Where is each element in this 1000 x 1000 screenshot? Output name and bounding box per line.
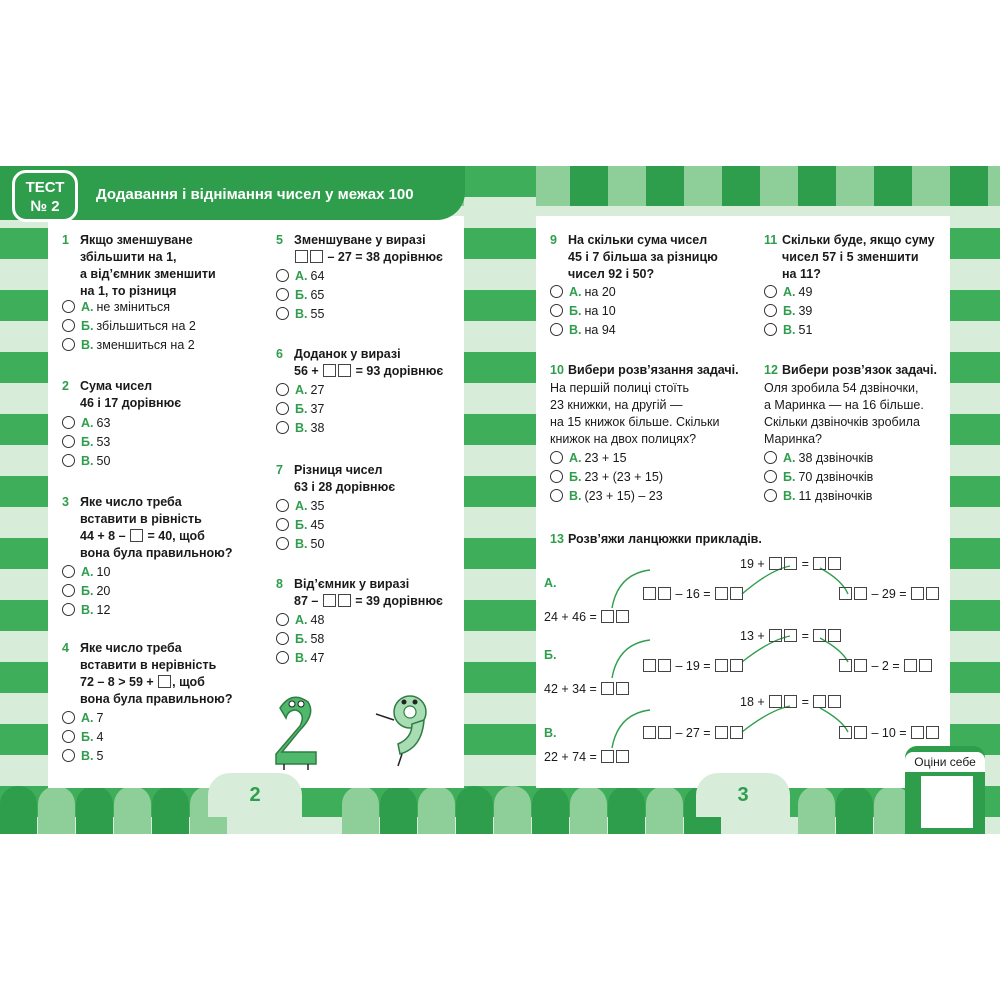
answer-box[interactable]: [839, 659, 852, 672]
option-text: не зміниться: [96, 300, 171, 314]
question-text: Різниця чисел 63 і 28 дорівнює: [294, 463, 396, 494]
option-text: 38 дзвіночків: [798, 451, 874, 465]
option-text: 23 + (23 + 15): [584, 470, 663, 484]
answer-box[interactable]: [616, 750, 629, 763]
option-letter: В.: [783, 323, 796, 337]
answer-box[interactable]: [643, 726, 656, 739]
option-text: 63: [96, 416, 111, 430]
chain-a-step1: [642, 587, 744, 601]
option-letter: Б.: [783, 304, 796, 318]
chain-expr: 19 +: [740, 557, 765, 571]
option-letter: Б.: [295, 288, 308, 302]
eq-part: = 93 дорівнює: [352, 364, 444, 378]
option-text: 11 дзвіночків: [798, 489, 873, 503]
eq-part: 56 +: [294, 364, 323, 378]
question-text: На скільки сума чисел 45 і 7 більша за різницю чисел 92 і 50?: [568, 233, 718, 281]
answer-box[interactable]: [813, 629, 826, 642]
chain-expr: – 2 =: [871, 659, 900, 673]
option-letter: Б.: [295, 632, 308, 646]
answer-box[interactable]: [839, 587, 852, 600]
chain-b-step2: 13 + =: [740, 629, 842, 643]
problem-text: На першій полиці стоїть 23 книжки, на другій — на 15 книжок більше. Скільки книжок на двох полицях?: [550, 381, 720, 446]
eq-part: 72 – 8 > 59 +: [80, 675, 158, 689]
option-letter: А.: [295, 269, 308, 283]
eq-part: = 40, щоб: [144, 529, 205, 543]
question-number: 6: [276, 347, 283, 361]
option-letter: А.: [81, 565, 94, 579]
answer-box[interactable]: [643, 659, 656, 672]
option-text: 47: [310, 651, 325, 665]
question-text: Зменшуване у виразі: [294, 233, 426, 247]
option-letter: В.: [295, 307, 308, 321]
option-text: 55: [310, 307, 325, 321]
option-text: 49: [798, 285, 813, 299]
option-text: 53: [96, 435, 111, 449]
option-letter: Б.: [81, 584, 94, 598]
eq-part: – 27 = 38 дорівнює: [324, 250, 443, 264]
chain-expr: – 29 =: [871, 587, 907, 601]
question-number: 3: [62, 495, 69, 509]
option-letter: Б.: [569, 470, 582, 484]
chain-c-step1: [642, 726, 744, 740]
answer-box[interactable]: [828, 629, 841, 642]
answer-box[interactable]: [715, 587, 728, 600]
option-letter: Б.: [81, 730, 94, 744]
answer-box[interactable]: [601, 610, 614, 623]
answer-box[interactable]: [643, 587, 656, 600]
answer-box[interactable]: [658, 726, 671, 739]
question-title: Вибери розв’язок задачі.: [782, 363, 937, 377]
chain-expr: 24 + 46 =: [544, 610, 597, 624]
option-letter: В.: [783, 489, 796, 503]
chain-b-step3: [838, 659, 933, 673]
chain-a-start: [544, 610, 630, 624]
option-letter: Б.: [569, 304, 582, 318]
chain-expr: – 10 =: [871, 726, 907, 740]
option-text: 4: [96, 730, 104, 744]
option-letter: А.: [783, 285, 796, 299]
option-letter: В.: [569, 323, 582, 337]
answer-box[interactable]: [919, 659, 932, 672]
page-number-right: 3: [696, 773, 790, 817]
option-letter: В.: [295, 651, 308, 665]
answer-box[interactable]: [839, 726, 852, 739]
answer-box[interactable]: [784, 557, 797, 570]
question-number: 7: [276, 463, 283, 477]
option-text: 50: [310, 537, 325, 551]
answer-box[interactable]: [828, 695, 841, 708]
answer-box[interactable]: [926, 587, 939, 600]
chain-expr: 22 + 74 =: [544, 750, 597, 764]
chain-b-start: [544, 682, 630, 696]
test-number: № 2: [30, 198, 60, 215]
option-letter: В.: [295, 537, 308, 551]
question-text: Скільки буде, якщо суму чисел 57 і 5 зменшити на 11?: [782, 233, 935, 281]
answer-box[interactable]: [854, 659, 867, 672]
self-evaluation-box[interactable]: [921, 776, 973, 828]
option-text: 7: [96, 711, 104, 725]
answer-box[interactable]: [658, 659, 671, 672]
question-text: Сума чисел 46 і 17 дорівнює: [80, 379, 182, 410]
answer-box[interactable]: [926, 726, 939, 739]
page-title: Додавання і віднімання чисел у межах 100: [96, 186, 414, 203]
chain-label-c: В.: [544, 726, 557, 740]
option-letter: В.: [81, 603, 94, 617]
option-text: 37: [310, 402, 325, 416]
eq-part: = 39 дорівнює: [351, 594, 443, 608]
self-evaluation-label: Оціни себе: [905, 752, 985, 772]
book-spread: [0, 166, 1000, 834]
option-letter: Б.: [295, 518, 308, 532]
option-text: на 20: [584, 285, 616, 299]
question-number: 8: [276, 577, 283, 591]
option-letter: Б.: [81, 435, 94, 449]
option-text: зменшиться на 2: [96, 338, 195, 352]
answer-box[interactable]: [911, 587, 924, 600]
eq-part: 87 –: [294, 594, 322, 608]
option-text: 20: [96, 584, 111, 598]
eq-part: 44 + 8 –: [80, 529, 129, 543]
answer-box[interactable]: [784, 695, 797, 708]
answer-box[interactable]: [904, 659, 917, 672]
chain-expr: 42 + 34 =: [544, 682, 597, 696]
option-text: 35: [310, 499, 325, 513]
option-letter: А.: [295, 383, 308, 397]
option-text: 23 + 15: [584, 451, 627, 465]
option-text: (23 + 15) – 23: [584, 489, 663, 503]
answer-box[interactable]: [813, 695, 826, 708]
answer-box[interactable]: [601, 682, 614, 695]
answer-box[interactable]: [828, 557, 841, 570]
chain-a-step3: [838, 587, 940, 601]
answer-box[interactable]: [715, 726, 728, 739]
option-text: на 94: [584, 323, 616, 337]
option-letter: А.: [295, 613, 308, 627]
option-letter: Б.: [783, 470, 796, 484]
chain-expr: 18 +: [740, 695, 765, 709]
option-text: 58: [310, 632, 325, 646]
answer-box[interactable]: [715, 659, 728, 672]
option-letter: Б.: [295, 402, 308, 416]
answer-box[interactable]: [616, 610, 629, 623]
option-text: 39: [798, 304, 813, 318]
question-text: Яке число треба вставити в рівність: [80, 495, 202, 526]
option-letter: А.: [783, 451, 796, 465]
eq-part: , щоб: [172, 675, 205, 689]
option-letter: В.: [569, 489, 582, 503]
chain-expr: 13 +: [740, 629, 765, 643]
option-letter: Б.: [81, 319, 94, 333]
option-text: 65: [310, 288, 325, 302]
question-number: 13: [550, 532, 564, 546]
option-text: 51: [798, 323, 813, 337]
option-letter: А.: [295, 499, 308, 513]
answer-box[interactable]: [601, 750, 614, 763]
question-number: 11: [764, 233, 778, 247]
option-text: 10: [96, 565, 111, 579]
option-text: 5: [96, 749, 104, 763]
option-text: 38: [310, 421, 325, 435]
option-text: 50: [96, 454, 111, 468]
question-number: 4: [62, 641, 69, 655]
chain-expr: – 16 =: [675, 587, 711, 601]
option-letter: В.: [295, 421, 308, 435]
problem-text: Оля зробила 54 дзвіночки, а Маринка — на 16 більше. Скільки дзвіночків зробила Маринка?: [764, 381, 924, 446]
chain-c-step3: [838, 726, 940, 740]
answer-box[interactable]: [769, 629, 782, 642]
question-number: 9: [550, 233, 557, 247]
question-text: Доданок у виразі: [294, 347, 401, 361]
question-text-end: вона була правильною?: [80, 692, 233, 706]
arrow-icon: [742, 706, 790, 732]
option-text: 45: [310, 518, 325, 532]
option-letter: А.: [81, 711, 94, 725]
option-letter: А.: [81, 300, 94, 314]
question-text: Якщо зменшуване збільшити на 1, а від’ємник зменшити на 1, то різниця: [80, 233, 216, 298]
question-number: 12: [764, 363, 778, 377]
chain-expr: – 27 =: [675, 726, 711, 740]
answer-box[interactable]: [769, 695, 782, 708]
option-text: збільшиться на 2: [96, 319, 196, 333]
option-text: 48: [310, 613, 325, 627]
answer-box[interactable]: [911, 726, 924, 739]
answer-box[interactable]: [730, 726, 743, 739]
option-letter: В.: [81, 338, 94, 352]
question-number: 10: [550, 363, 564, 377]
option-letter: А.: [569, 285, 582, 299]
option-text: 27: [310, 383, 325, 397]
answer-box[interactable]: [658, 587, 671, 600]
option-letter: В.: [81, 454, 94, 468]
answer-box[interactable]: [784, 629, 797, 642]
option-text: 12: [96, 603, 111, 617]
answer-box[interactable]: [854, 726, 867, 739]
chain-label-b: Б.: [544, 648, 557, 662]
answer-box[interactable]: [616, 682, 629, 695]
chain-expr: – 19 =: [675, 659, 711, 673]
option-letter: А.: [569, 451, 582, 465]
option-letter: А.: [81, 416, 94, 430]
option-text: 70 дзвіночків: [798, 470, 874, 484]
page-number-left: 2: [208, 773, 302, 817]
question-number: 5: [276, 233, 283, 247]
answer-box[interactable]: [730, 659, 743, 672]
question-text-end: вона була правильною?: [80, 546, 233, 560]
question-title: Розв’яжи ланцюжки прикладів.: [568, 532, 762, 546]
self-evaluation: [905, 746, 985, 834]
chain-a-step2: 19 + =: [740, 557, 842, 571]
question-text: Від’ємник у виразі: [294, 577, 410, 591]
question-number: 1: [62, 233, 69, 247]
question-text: Яке число треба вставити в нерівність: [80, 641, 217, 672]
answer-box[interactable]: [769, 557, 782, 570]
chain-c-step2: 18 + =: [740, 695, 842, 709]
test-label: ТЕСТ: [25, 179, 65, 196]
answer-box[interactable]: [813, 557, 826, 570]
answer-box[interactable]: [854, 587, 867, 600]
answer-box[interactable]: [730, 587, 743, 600]
option-text: 64: [310, 269, 325, 283]
option-letter: В.: [81, 749, 94, 763]
question-title: Вибери розв’язання задачі.: [568, 363, 739, 377]
option-text: на 10: [584, 304, 616, 318]
chain-b-step1: [642, 659, 744, 673]
question-number: 2: [62, 379, 69, 393]
chain-label-a: А.: [544, 576, 557, 590]
chain-c-start: [544, 750, 630, 764]
